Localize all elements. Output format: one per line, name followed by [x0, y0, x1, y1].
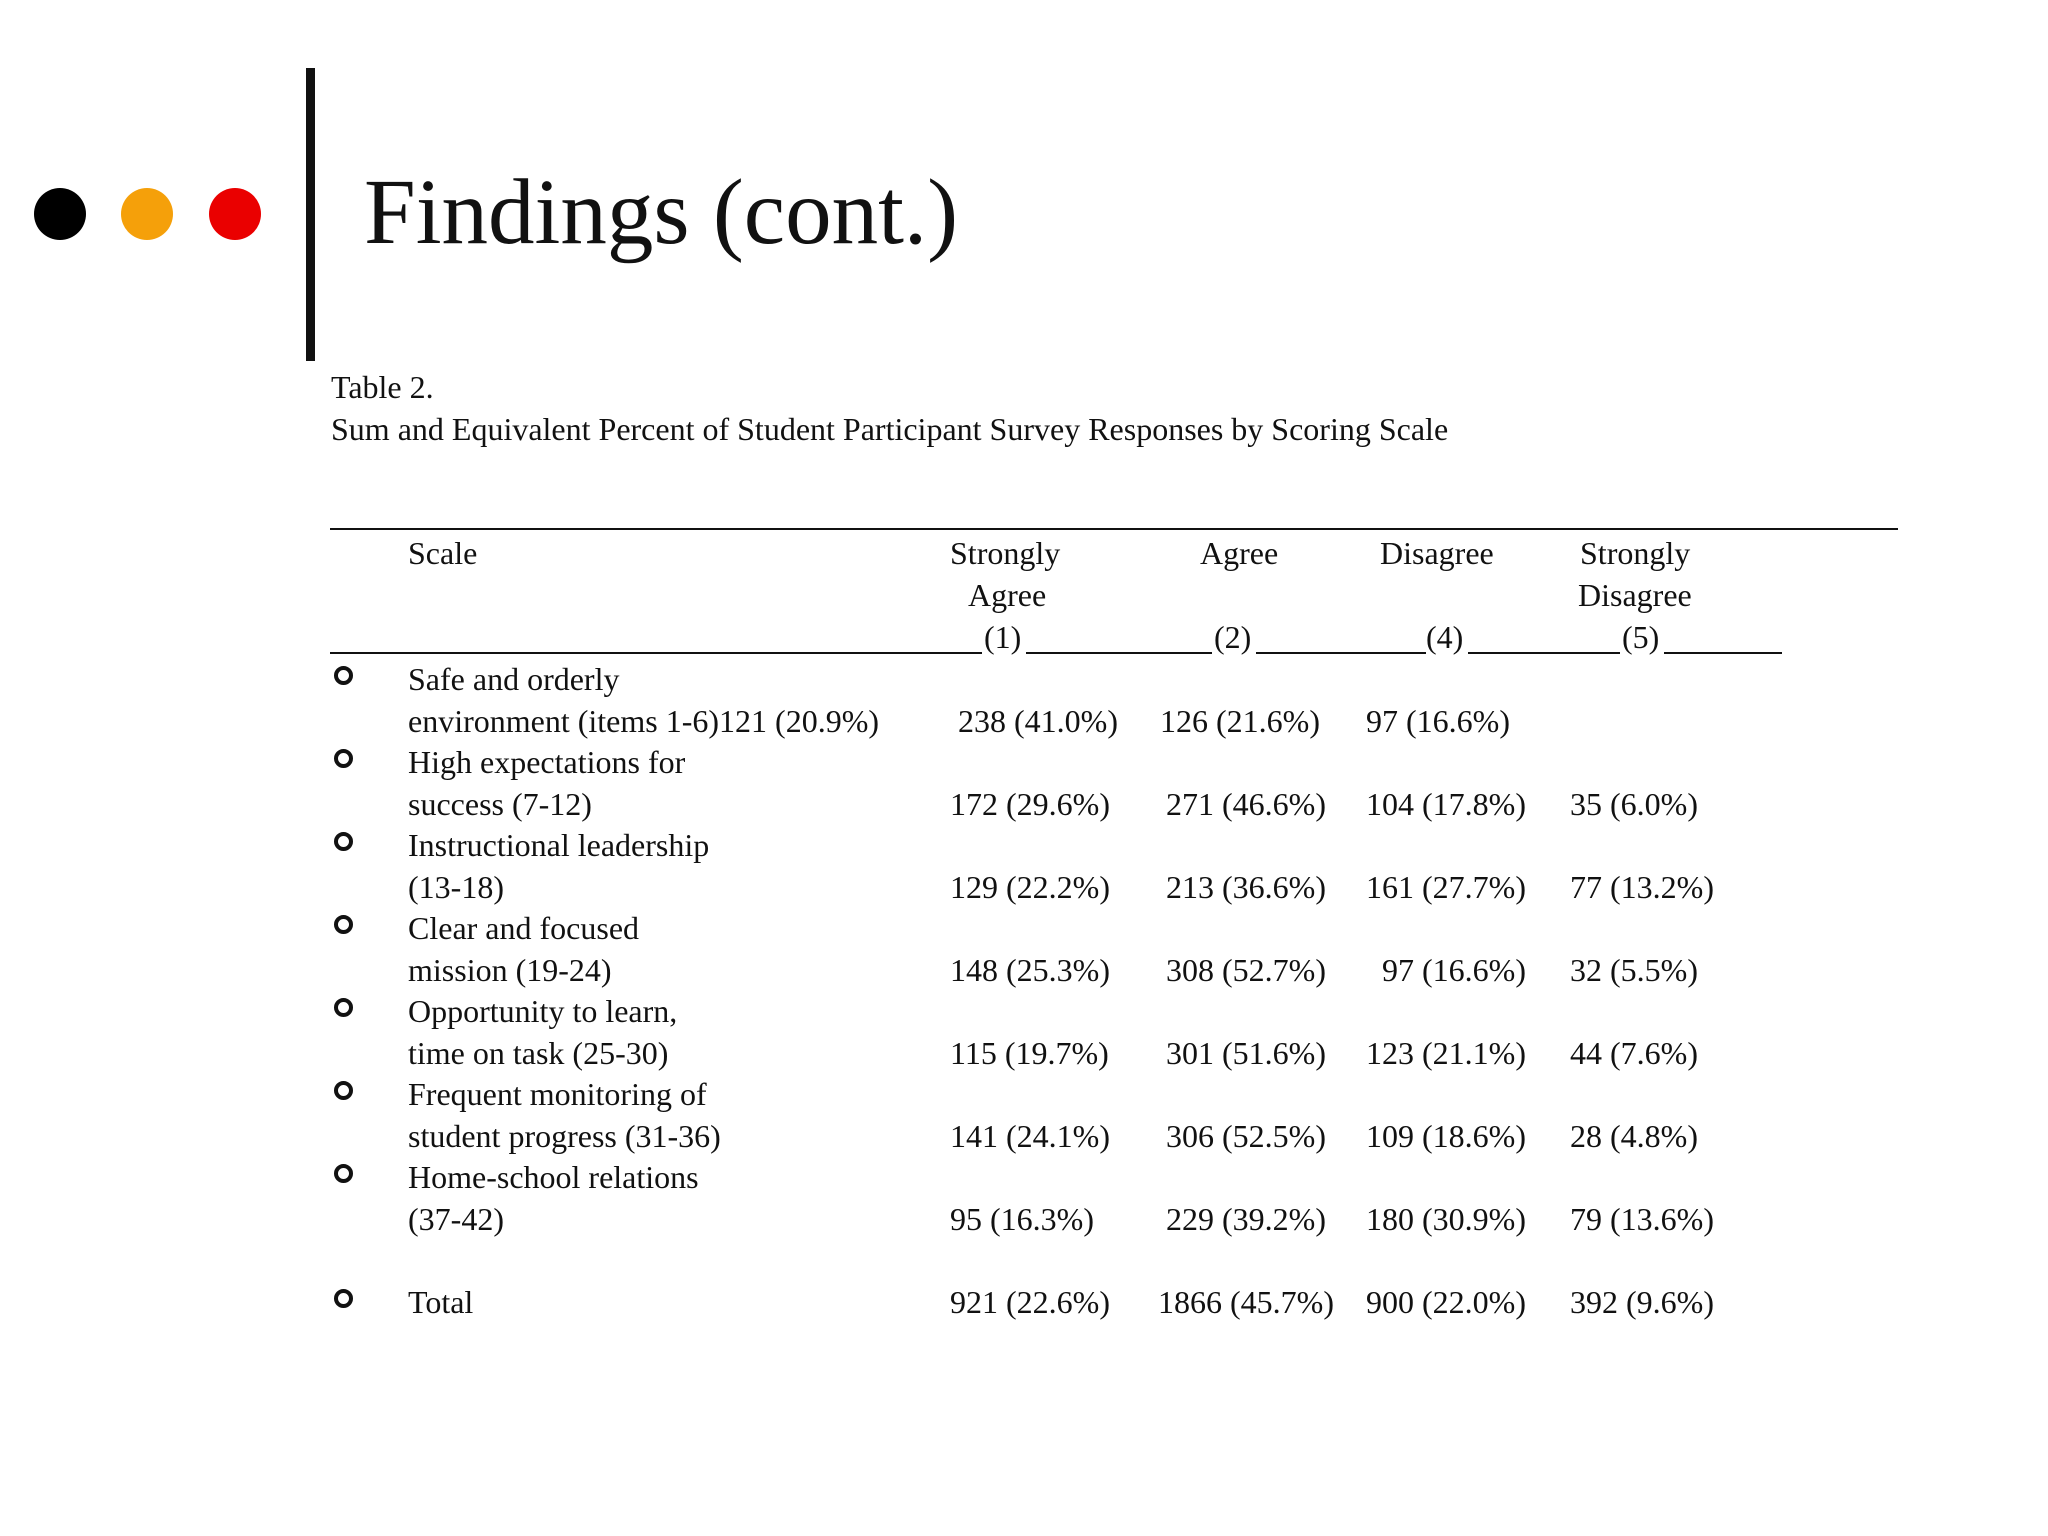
- header-scale: Scale: [408, 535, 478, 571]
- header-code-4: (4): [1426, 619, 1464, 655]
- row-label-line1: Clear and focused: [408, 910, 640, 946]
- slide-title: Findings (cont.): [364, 161, 959, 264]
- bullet-icon: [334, 832, 353, 851]
- header-strongly-disagree-line1: Strongly: [1580, 535, 1691, 571]
- row-label-line1: Frequent monitoring of: [408, 1076, 707, 1112]
- row-label-line1: Instructional leadership: [408, 827, 710, 863]
- cell-strongly-agree: 129 (22.2%): [950, 869, 1110, 905]
- cell-agree: 213 (36.6%): [1166, 869, 1326, 905]
- cell-agree: 229 (39.2%): [1166, 1201, 1326, 1237]
- bullet-icon: [334, 1164, 353, 1183]
- row-label-line1: Safe and orderly: [408, 661, 620, 697]
- header-disagree: Disagree: [1380, 535, 1494, 571]
- header-rule-segment: [1664, 652, 1782, 654]
- cell-agree: 306 (52.5%): [1166, 1118, 1326, 1154]
- row-label-line2: time on task (25-30): [408, 1035, 669, 1071]
- bullet-icon: [334, 749, 353, 768]
- bullet-icon: [334, 666, 353, 685]
- total-strongly-disagree: 392 (9.6%): [1570, 1284, 1714, 1320]
- row-label-line2: mission (19-24): [408, 952, 612, 988]
- table-top-rule: [330, 528, 1898, 530]
- cell-strongly-agree: 141 (24.1%): [950, 1118, 1110, 1154]
- title-divider: [306, 68, 315, 361]
- cell-disagree: 104 (17.8%): [1366, 786, 1526, 822]
- table-caption: Table 2.: [331, 369, 434, 405]
- row-label-line1: High expectations for: [408, 744, 686, 780]
- cell-disagree: 180 (30.9%): [1366, 1201, 1526, 1237]
- header-agree: Agree: [1200, 535, 1279, 571]
- cell-strongly-disagree: 77 (13.2%): [1570, 869, 1714, 905]
- header-strongly-disagree-line2: Disagree: [1578, 577, 1692, 613]
- cell-disagree: 123 (21.1%): [1366, 1035, 1526, 1071]
- header-strongly-agree-line1: Strongly: [950, 535, 1061, 571]
- bullet-icon: [334, 998, 353, 1017]
- cell-disagree: 126 (21.6%): [1160, 703, 1320, 739]
- header-code-1: (1): [984, 619, 1022, 655]
- bullet-icon: [334, 1081, 353, 1100]
- cell-strongly-agree: 172 (29.6%): [950, 786, 1110, 822]
- header-code-2: (2): [1214, 619, 1252, 655]
- cell-agree: 271 (46.6%): [1166, 786, 1326, 822]
- cell-agree: 238 (41.0%): [958, 703, 1118, 739]
- cell-disagree: 161 (27.7%): [1366, 869, 1526, 905]
- cell-strongly-disagree: 35 (6.0%): [1570, 786, 1698, 822]
- header-code-5: (5): [1622, 619, 1660, 655]
- decor-dot-black: [34, 188, 86, 240]
- row-label-line2: environment (items 1-6)121 (20.9%): [408, 703, 879, 739]
- row-label-line2: (37-42): [408, 1201, 504, 1237]
- total-label: Total: [408, 1284, 474, 1320]
- header-rule-segment: [1026, 652, 1212, 654]
- cell-strongly-agree: 148 (25.3%): [950, 952, 1110, 988]
- row-label-line2: student progress (31-36): [408, 1118, 721, 1154]
- bullet-icon: [334, 915, 353, 934]
- cell-disagree: 97 (16.6%): [1382, 952, 1526, 988]
- row-label-line1: Opportunity to learn,: [408, 993, 678, 1029]
- header-rule-segment: [1256, 652, 1426, 654]
- row-label-line2: success (7-12): [408, 786, 592, 822]
- header-strongly-agree-line2: Agree: [968, 577, 1047, 613]
- bullet-icon: [334, 1289, 353, 1308]
- decor-dot-red: [209, 188, 261, 240]
- cell-agree: 308 (52.7%): [1166, 952, 1326, 988]
- decor-dot-orange: [121, 188, 173, 240]
- cell-strongly-disagree: 32 (5.5%): [1570, 952, 1698, 988]
- cell-strongly-agree: 95 (16.3%): [950, 1201, 1094, 1237]
- cell-disagree: 109 (18.6%): [1366, 1118, 1526, 1154]
- row-label-line1: Home-school relations: [408, 1159, 699, 1195]
- header-rule-segment: [1468, 652, 1620, 654]
- cell-strongly-agree: 115 (19.7%): [950, 1035, 1109, 1071]
- cell-strongly-disagree: 79 (13.6%): [1570, 1201, 1714, 1237]
- cell-strongly-disagree: 44 (7.6%): [1570, 1035, 1698, 1071]
- cell-strongly-disagree: 28 (4.8%): [1570, 1118, 1698, 1154]
- total-strongly-agree: 921 (22.6%): [950, 1284, 1110, 1320]
- cell-strongly-disagree: 97 (16.6%): [1366, 703, 1510, 739]
- table-subtitle: Sum and Equivalent Percent of Student Participant Survey Responses by Scoring Scale: [331, 411, 1449, 447]
- total-agree: 1866 (45.7%): [1158, 1284, 1334, 1320]
- total-disagree: 900 (22.0%): [1366, 1284, 1526, 1320]
- cell-agree: 301 (51.6%): [1166, 1035, 1326, 1071]
- row-label-line2: (13-18): [408, 869, 504, 905]
- header-rule-segment: [330, 652, 982, 654]
